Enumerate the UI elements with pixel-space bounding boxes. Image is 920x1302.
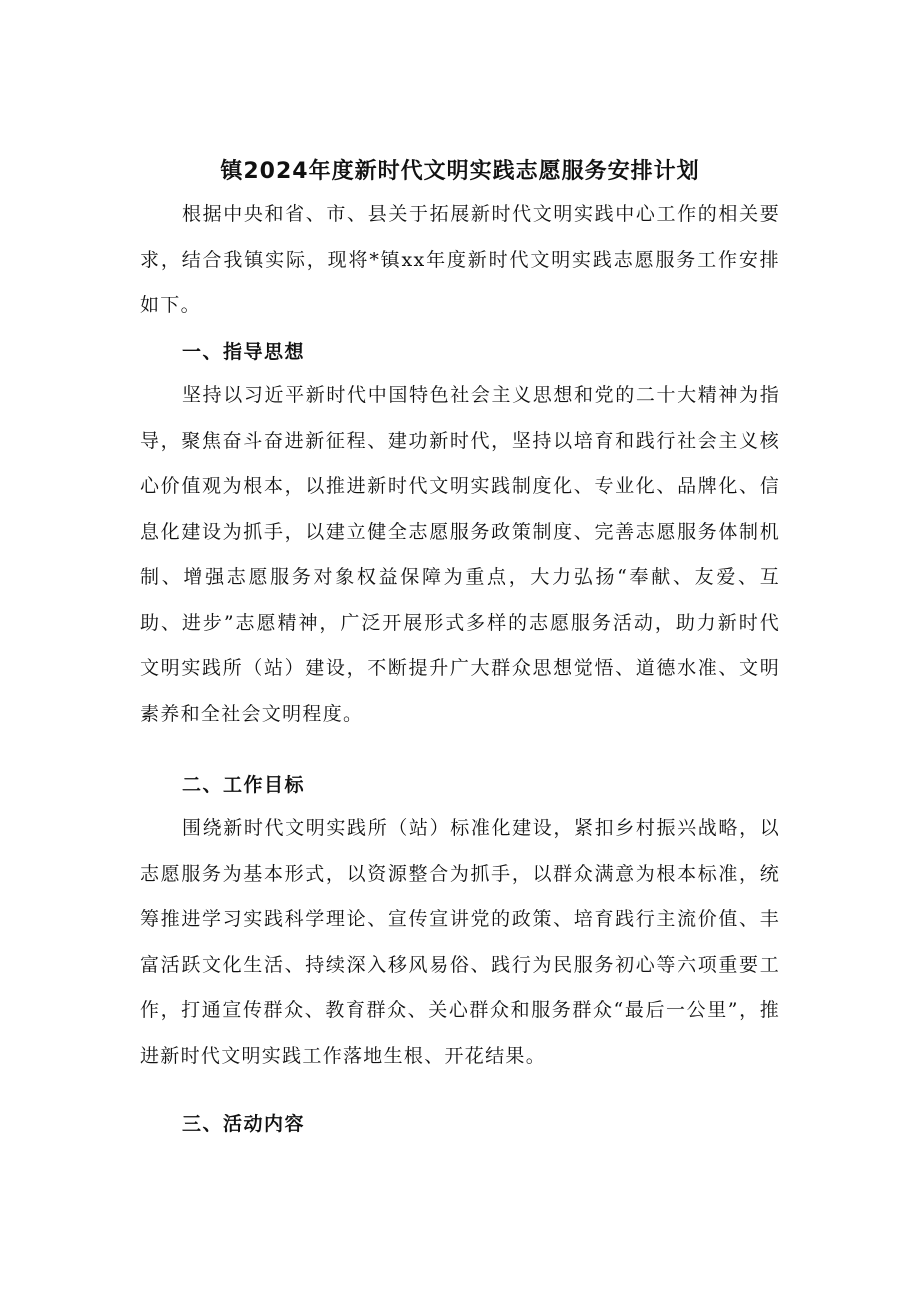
section-heading-work-goals: 二、工作目标 [182, 774, 306, 796]
section-heading-guiding-ideology: 一、指导思想 [182, 341, 306, 363]
section-body-work-goals: 围绕新时代文明实践所（站）标准化建设，紧扣乡村振兴战略，以志愿服务为基本形式，以资源整合为抓手，以群众满意为根本标准，统筹推进学习实践科学理论、宣传宣讲党的政策、培育践行主流价值、丰富活跃文化生活、持续深入移风易俗、践行为民服务初心等六项重要工作，打通宣传群众、教育群众、关心群众和服务群众“最后一公里”，推进新时代文明实践工作落地生根、开花结果。 [140, 817, 780, 1067]
document-title: 镇2024年度新时代文明实践志愿服务安排计划 [220, 158, 700, 184]
section-body-guiding-ideology: 坚持以习近平新时代中国特色社会主义思想和党的二十大精神为指导，聚焦奋斗奋进新征程、建功新时代，坚持以培育和践行社会主义核心价值观为根本，以推进新时代文明实践制度化、专业化、品牌化、信息化建设为抓手，以建立健全志愿服务政策制度、完善志愿服务体制机制、增强志愿服务对象权益保障为重点，大力弘扬“奉献、友爱、互助、进步”志愿精神，广泛开展形式多样的志愿服务活动，助力新时代文明实践所（站）建设，不断提升广大群众思想觉悟、道德水准、文明素养和全社会文明程度。 [140, 384, 780, 725]
section-heading-activity-content: 三、活动内容 [182, 1113, 306, 1135]
intro-paragraph: 根据中央和省、市、县关于拓展新时代文明实践中心工作的相关要求，结合我镇实际，现将*镇xx年度新时代文明实践志愿服务工作安排如下。 [140, 203, 780, 316]
